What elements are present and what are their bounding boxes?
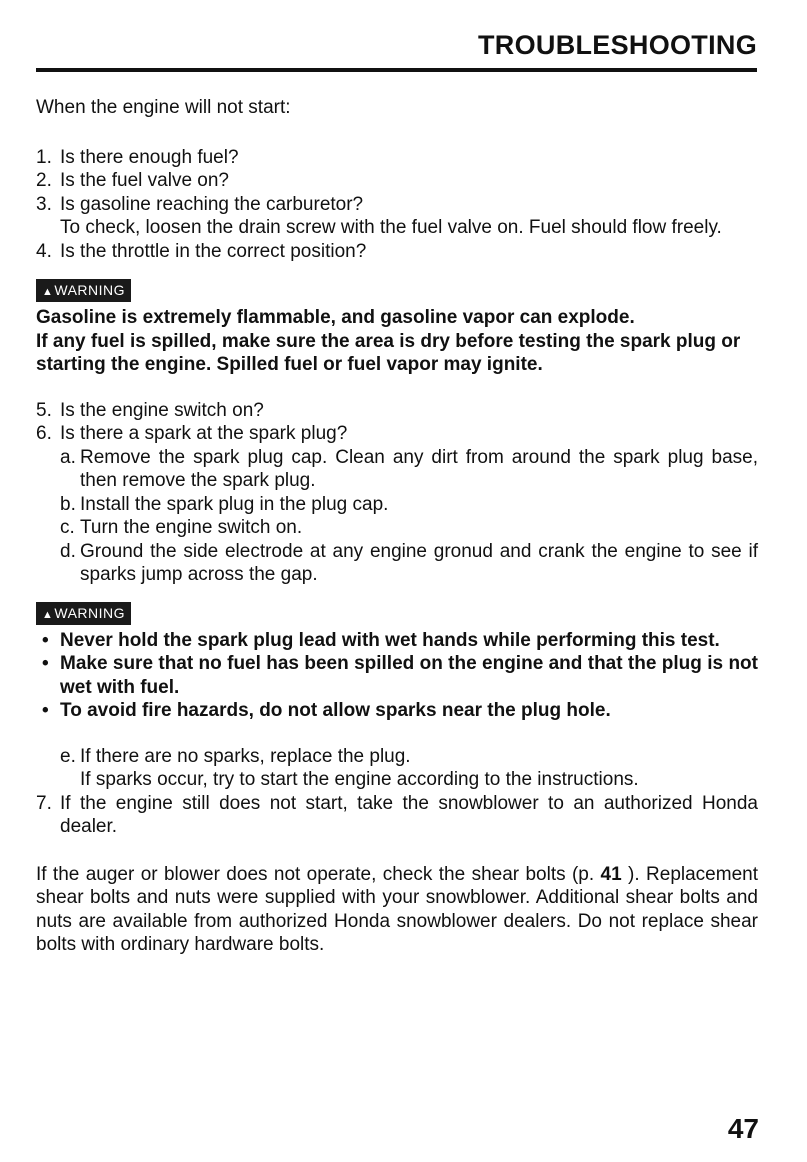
page-title: TROUBLESHOOTING: [478, 30, 757, 60]
warning-bullet: [36, 629, 758, 653]
warning-block-fuel: [36, 278, 758, 377]
step-letter: b.: [60, 493, 76, 515]
warning-block-spark: [36, 601, 758, 723]
check-text: Is the engine switch on?: [60, 399, 264, 421]
warning-badge: [36, 602, 131, 625]
check-number: 1.: [36, 146, 52, 168]
shear-bolts-text-start: If the auger or blower does not operate, check the shear bolts (p.: [36, 863, 601, 885]
warning-bullets: [36, 629, 758, 723]
warning-line: If any fuel is spilled, make sure the area is dry before testing the spark plug or starting the engine. Spilled fuel or fuel vapor may ignite.: [36, 330, 741, 375]
step-text: Ground the side electrode at any engine gronud and crank the engine to see if sparks jump across the gap.: [80, 540, 758, 585]
step-letter: c.: [60, 517, 75, 538]
step-note: [36, 768, 758, 792]
spark-step: [36, 745, 758, 769]
step-note-text: If sparks occur, try to start the engine according to the instructions.: [80, 769, 639, 790]
check-text: Is there a spark at the spark plug?: [60, 423, 348, 444]
warning-bullet-text: Never hold the spark plug lead with wet hands while performing this test.: [60, 629, 720, 651]
spark-step: [36, 540, 758, 587]
troubleshooting-content: [36, 96, 758, 957]
checklist-part-2: [36, 399, 758, 587]
warning-bullet: [36, 699, 758, 723]
check-number: 2.: [36, 170, 52, 191]
check-text: Is the fuel valve on?: [60, 170, 229, 191]
check-item: [36, 169, 758, 193]
check-item: [36, 422, 758, 446]
step-letter: e.: [60, 745, 76, 767]
warning-badge-label: WARNING: [54, 282, 126, 298]
step-text: Install the spark plug in the plug cap.: [80, 493, 389, 515]
warning-badge: [36, 279, 131, 302]
step-text: Turn the engine switch on.: [80, 517, 303, 538]
page-number: 47: [727, 1113, 759, 1144]
spark-step: [36, 493, 758, 517]
warning-badge-label: WARNING: [54, 604, 126, 621]
step-text: If there are no sparks, replace the plug.: [80, 745, 411, 767]
warning-bullet: [36, 652, 758, 699]
page-reference: 41: [600, 863, 622, 885]
check-item: [36, 193, 758, 217]
spark-step: [36, 446, 758, 493]
check-number: 6.: [36, 423, 52, 444]
step-letter: d.: [60, 540, 76, 562]
check-text: Is gasoline reaching the carburetor?: [60, 193, 364, 215]
spark-step: [36, 516, 758, 540]
warning-line: Gasoline is extremely flammable, and gasoline vapor can explode.: [36, 307, 635, 328]
header-rule: [36, 68, 757, 72]
warning-triangle-icon: ▲: [42, 286, 54, 298]
warning-bullet-text: Make sure that no fuel has been spilled on the engine and that the plug is not wet with fuel.: [60, 653, 758, 698]
intro-text: When the engine will not start:: [36, 97, 291, 118]
check-item: [36, 399, 758, 423]
check-text: Is the throttle in the correct position?: [60, 240, 367, 262]
warning-text: [36, 306, 758, 377]
checklist-part-3: [36, 745, 758, 839]
shear-bolts-text-end: ). Replacement shear bolts and nuts were supplied with your snowblower. Additional shear bolts and nuts are available from authorized Honda snowblower dealers. Do not replace shear bolts with ordinary hardware bolts.: [36, 863, 758, 955]
check-note: [36, 216, 758, 240]
bullet-dot: •: [42, 653, 49, 674]
bullet-dot: •: [42, 629, 49, 651]
check-item: [36, 146, 758, 170]
check-number: 4.: [36, 240, 52, 262]
check-item: [36, 240, 758, 264]
check-text: If the engine still does not start, take the snowblower to an authorized Honda dealer.: [60, 792, 758, 837]
step-text: Remove the spark plug cap. Clean any dirt from around the spark plug base, then remove the spark plug.: [80, 446, 758, 491]
check-note-text: To check, loosen the drain screw with the fuel valve on. Fuel should flow freely.: [60, 217, 722, 238]
shear-bolts-paragraph: [36, 863, 758, 957]
step-letter: a.: [60, 446, 76, 468]
check-text: Is there enough fuel?: [60, 146, 239, 168]
bullet-dot: •: [42, 700, 49, 721]
warning-bullet-text: To avoid fire hazards, do not allow sparks near the plug hole.: [60, 700, 611, 721]
check-number: 7.: [36, 792, 52, 814]
checklist-part-1: [36, 146, 758, 264]
check-number: 5.: [36, 399, 52, 421]
warning-triangle-icon: ▲: [42, 608, 54, 621]
check-item: [36, 792, 758, 839]
check-number: 3.: [36, 193, 52, 215]
